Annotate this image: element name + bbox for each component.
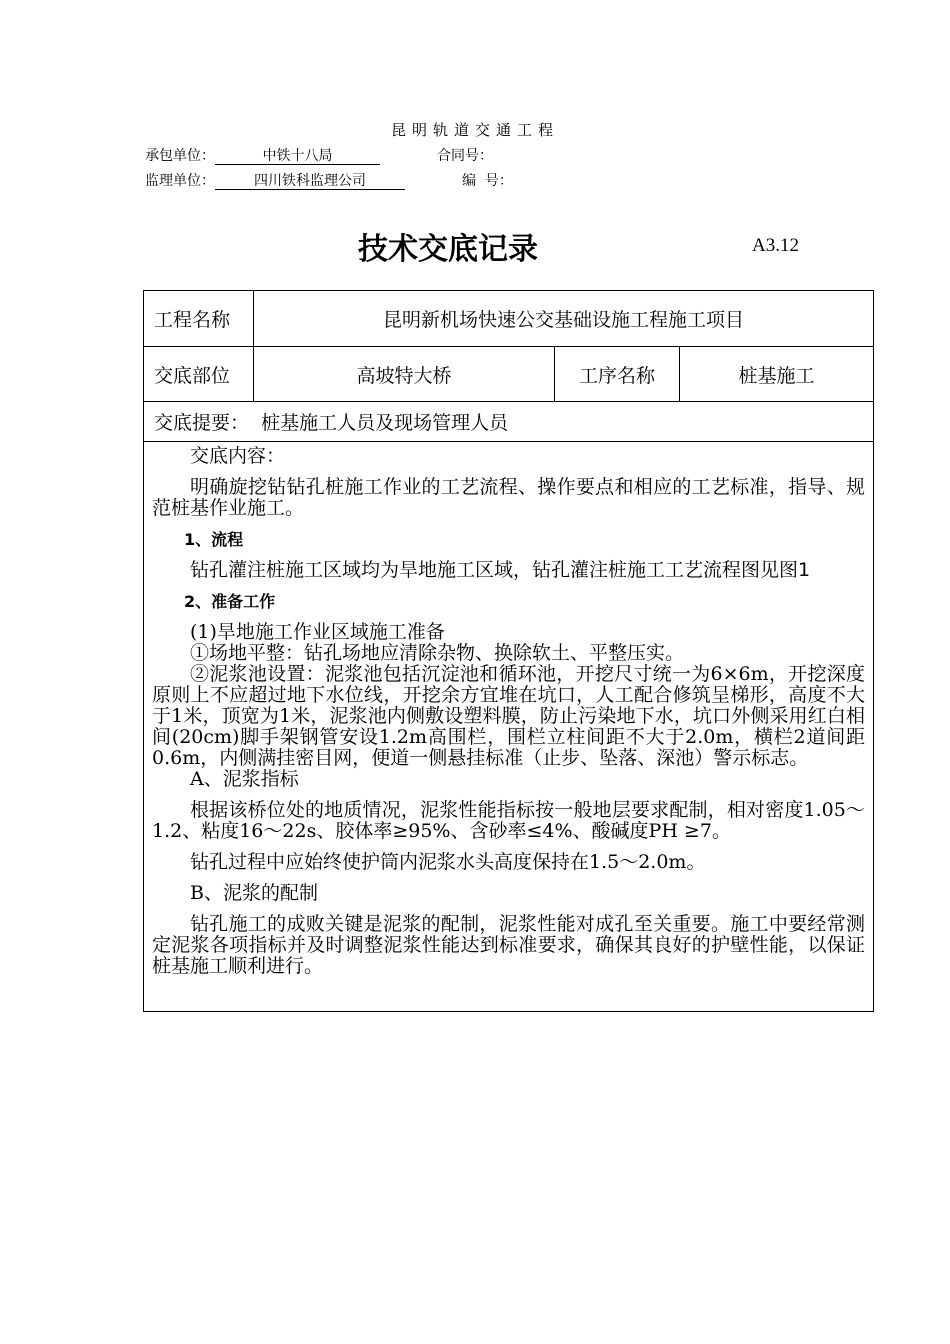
heading-preparation: 2、准备工作: [184, 592, 276, 611]
process-value: 桩基施工: [680, 347, 874, 402]
summary-cell: [144, 402, 874, 442]
mud-mixing-title: B、泥浆的配制: [190, 882, 318, 904]
project-name-row: [144, 291, 874, 347]
supervisor-row: [145, 170, 405, 190]
figure-reference: 图1: [779, 559, 811, 581]
heading-flow: 1、流程: [184, 530, 244, 549]
serial-label: 编 号：: [462, 173, 513, 189]
process-label: 工序名称: [555, 347, 680, 402]
record-table: [143, 290, 874, 1012]
summary-value: 桩基施工人员及现场管理人员: [261, 412, 509, 434]
project-name: 昆明轨道交通工程: [390, 121, 559, 139]
supervisor-label: 监理单位：: [145, 173, 215, 189]
mud-index-title: A、泥浆指标: [190, 768, 299, 790]
sub-heading-dry-land: (1)旱地施工作业区域施工准备: [190, 621, 445, 643]
supervisor-value: 四川铁科监理公司: [215, 173, 405, 190]
part-row: [144, 347, 874, 402]
content-row: [144, 442, 874, 1012]
intro-paragraph: 明确旋挖钻钻孔桩施工作业的工艺流程、操作要点和相应的工艺标准，指导、规范桩基作业施工。: [152, 476, 866, 519]
item-site-leveling: ①场地平整：钻孔场地应清除杂物、换除软土、平整压实。: [190, 642, 685, 664]
summary-label: 交底提要：: [154, 412, 250, 434]
part-label: 交底部位: [144, 347, 254, 402]
project-name-label: 工程名称: [144, 291, 254, 347]
flow-paragraph: [152, 560, 865, 581]
contractor-label: 承包单位：: [145, 148, 215, 164]
contractor-row: [145, 145, 380, 165]
summary-row: [144, 402, 874, 442]
item-mud-pit: ②泥浆池设置：泥浆池包括沉淀池和循环池，开挖尺寸统一为6×6m，开挖深度原则上不应超过地下水位线，开挖余方宜堆在坑口，人工配合修筑呈梯形，高度不大于1米，顶宽为1米，泥浆池内侧敷设塑料膜，防止污染地下水，坑口外侧采用红白相间(20cm)脚手架钢管安设1.2m高围栏，围栏立柱间距不大于2.0m，横栏2道间距0.6m，内侧满挂密目网，便道一侧悬挂标准（止步、坠落、深池）警示标志。: [152, 663, 866, 769]
document-title: 技术交底记录: [358, 232, 538, 267]
content-label: 交底内容：: [190, 445, 286, 467]
mud-index-paragraph: 根据该桥位处的地质情况，泥浆性能指标按一般地层要求配制，相对密度1.05～1.2、粘度16～22s、胶体率≥95%、含砂率≤4%、酸碱度PH ≥7。: [152, 799, 866, 842]
project-name-value: 昆明新机场快速公交基础设施工程施工项目: [254, 291, 874, 347]
contractor-value: 中铁十八局: [215, 148, 380, 165]
form-code: A3.12: [752, 235, 799, 256]
contract-no-label: 合同号：: [437, 148, 493, 164]
mud-mixing-paragraph: 钻孔施工的成败关键是泥浆的配制，泥浆性能对成孔至关重要。施工中要经常测定泥浆各项指标并及时调整泥浆性能达到标准要求，确保其良好的护壁性能，以保证桩基施工顺利进行。: [152, 913, 866, 977]
flow-text: 钻孔灌注桩施工区域均为旱地施工区域，钻孔灌注桩施工工艺流程图见: [190, 559, 780, 581]
mud-head-paragraph: 钻孔过程中应始终使护筒内泥浆水头高度保持在1.5～2.0m。: [190, 851, 706, 873]
part-value: 高坡特大桥: [254, 347, 555, 402]
content-cell: [144, 442, 874, 1012]
